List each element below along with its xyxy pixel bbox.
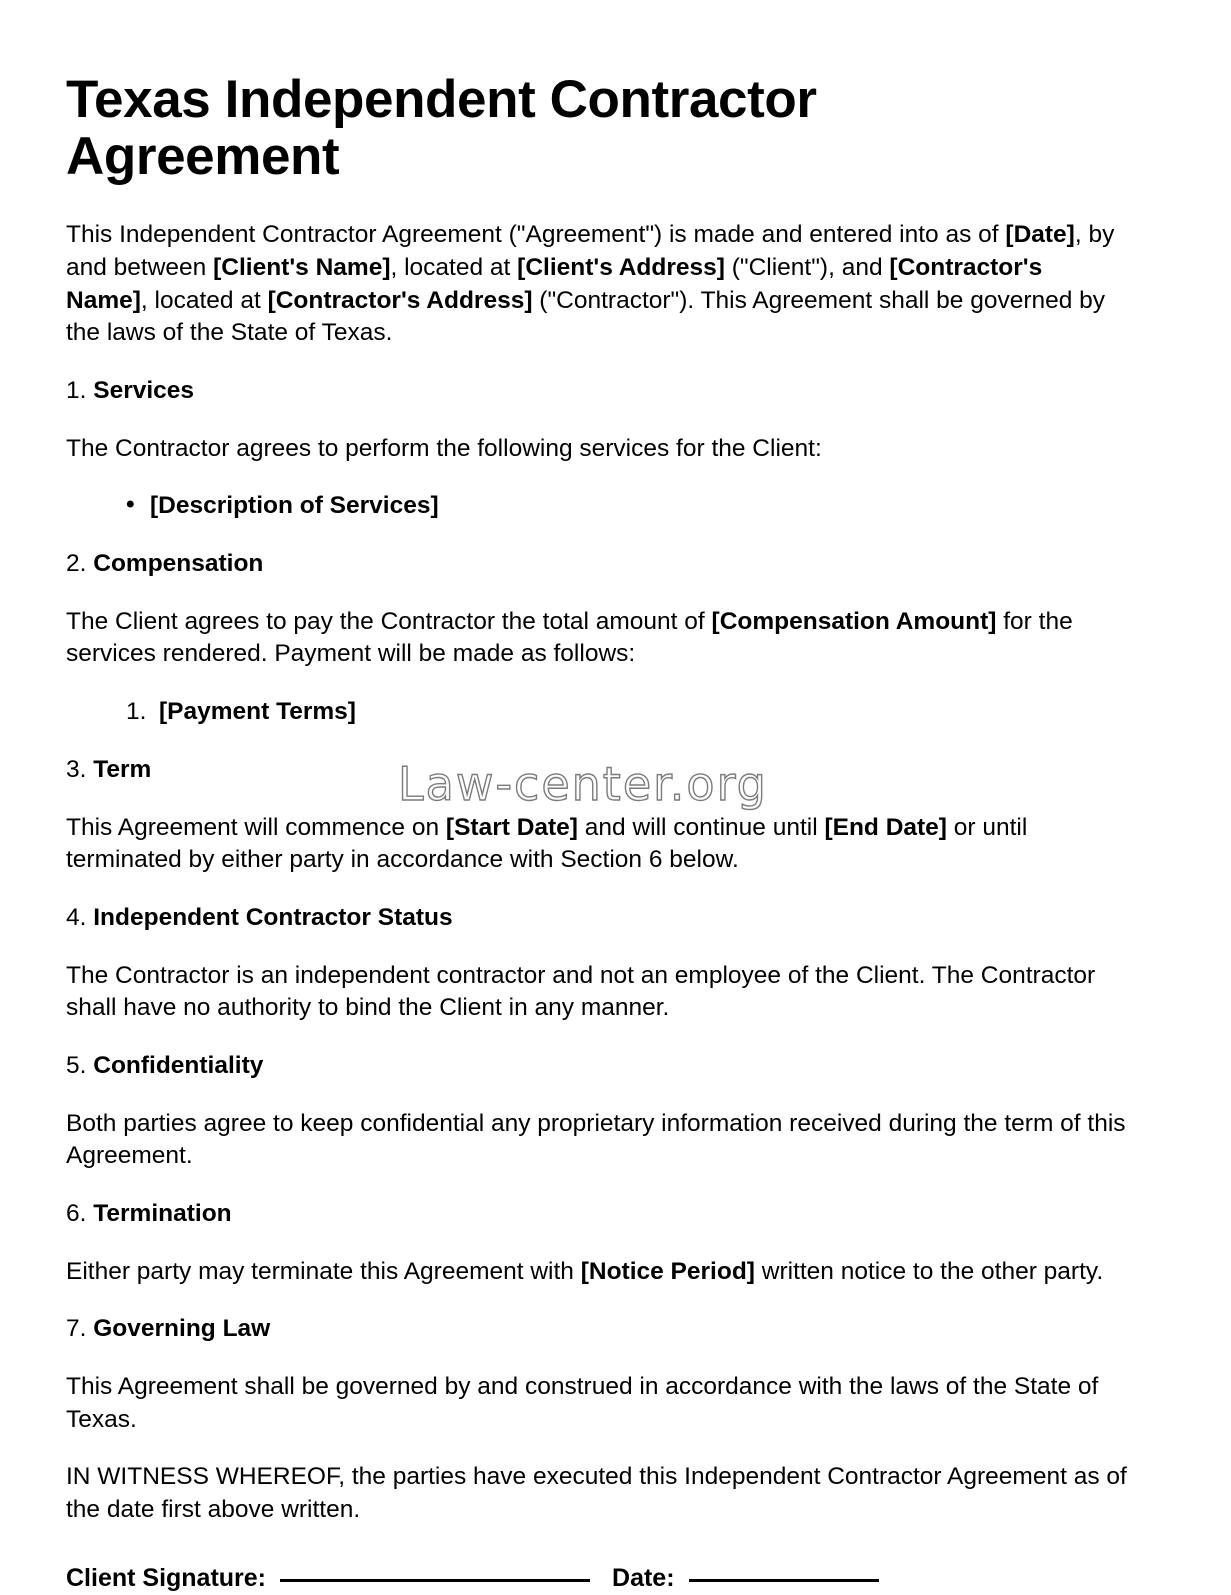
start-date-placeholder: [Start Date]: [445, 813, 578, 841]
intro-text-4: ("Client"), and: [724, 253, 890, 281]
section-heading-termination: [66, 1198, 1163, 1230]
section-number: 7.: [66, 1315, 87, 1343]
termination-text-1: Either party may terminate this Agreement with: [66, 1257, 581, 1285]
term-text-3: or until terminated by either party in accordance with Section 6 below.: [66, 813, 1028, 874]
termination-paragraph: [66, 1256, 1128, 1289]
section-number: 2.: [66, 549, 87, 577]
intro-text-3: , located at: [390, 253, 518, 281]
contractor-address-placeholder: [Contractor's Address]: [267, 286, 533, 314]
compensation-text-2: for the services rendered. Payment will be made as follows:: [66, 607, 1073, 668]
payment-terms-list: [66, 696, 1163, 728]
term-text-1: This Agreement will commence on: [66, 813, 446, 841]
intro-text-2: , by and between: [66, 221, 1115, 281]
section-heading-term: [66, 754, 1163, 786]
section-title: Termination: [93, 1199, 232, 1227]
section-title: Independent Contractor Status: [93, 903, 453, 931]
section-heading-compensation: [66, 548, 1163, 580]
section-number: 1.: [66, 376, 87, 404]
signature-row: [66, 1562, 1163, 1595]
compensation-amount-placeholder: [Compensation Amount]: [711, 607, 997, 635]
client-name-placeholder: [Client's Name]: [213, 253, 391, 281]
date-label: Date:: [612, 1564, 675, 1593]
section-heading-contractor-status: [66, 902, 1163, 934]
witness-paragraph: IN WITNESS WHEREOF, the parties have executed this Independent Contractor Agreement as of the date first above written.: [66, 1463, 1127, 1523]
section-title: Governing Law: [93, 1315, 271, 1343]
client-signature-label: Client Signature:: [66, 1564, 267, 1593]
contractor-status-paragraph: The Contractor is an independent contractor and not an employee of the Client. The Contractor shall have no authority to bind the Client in any manner.: [66, 961, 1096, 1022]
section-number: 3.: [66, 755, 87, 783]
section-number: 4.: [66, 903, 87, 931]
intro-paragraph: [66, 219, 1128, 349]
services-lead: The Contractor agrees to perform the following services for the Client:: [66, 434, 822, 462]
section-heading-services: [66, 375, 1163, 407]
client-signature-line[interactable]: [280, 1579, 590, 1582]
notice-period-placeholder: [Notice Period]: [580, 1257, 755, 1285]
section-number: 6.: [66, 1199, 87, 1227]
term-text-2: and will continue until: [577, 813, 825, 841]
governing-law-paragraph: This Agreement shall be governed by and construed in accordance with the laws of the State of Texas.: [66, 1373, 1099, 1433]
contractor-name-placeholder: [Contractor's Name]: [66, 253, 1043, 314]
section-number: 5.: [66, 1051, 87, 1079]
services-list: [66, 490, 1163, 522]
intro-text-5: , located at: [140, 286, 268, 314]
page-title: Texas Independent Contractor Agreement: [66, 70, 817, 186]
section-heading-governing-law: [66, 1313, 1163, 1345]
term-paragraph: [66, 812, 1128, 877]
section-heading-confidentiality: [66, 1050, 1163, 1082]
end-date-placeholder: [End Date]: [824, 813, 947, 841]
confidentiality-paragraph: Both parties agree to keep confidential any proprietary information received during the term of this Agreement.: [66, 1109, 1126, 1170]
intro-text-1: This Independent Contractor Agreement ("Agreement") is made and entered into as of: [66, 221, 1006, 249]
watermark-text: Law-center.org: [398, 757, 768, 811]
termination-text-2: written notice to the other party.: [754, 1257, 1104, 1285]
list-item: • [Description of Services]: [126, 490, 1163, 522]
section-title: Compensation: [93, 549, 264, 577]
compensation-paragraph: [66, 606, 1128, 671]
section-title: Confidentiality: [93, 1051, 264, 1079]
section-title: Services: [93, 376, 195, 404]
date-placeholder: [Date]: [1005, 221, 1075, 249]
intro-text-6: ("Contractor"). This Agreement shall be governed by the laws of the State of Texas.: [66, 286, 1106, 347]
date-line[interactable]: [689, 1579, 879, 1582]
client-address-placeholder: [Client's Address]: [517, 253, 725, 281]
section-title: Term: [93, 755, 152, 783]
compensation-text-1: The Client agrees to pay the Contractor the total amount of: [66, 607, 712, 635]
list-item: [Payment Terms]: [159, 697, 356, 725]
